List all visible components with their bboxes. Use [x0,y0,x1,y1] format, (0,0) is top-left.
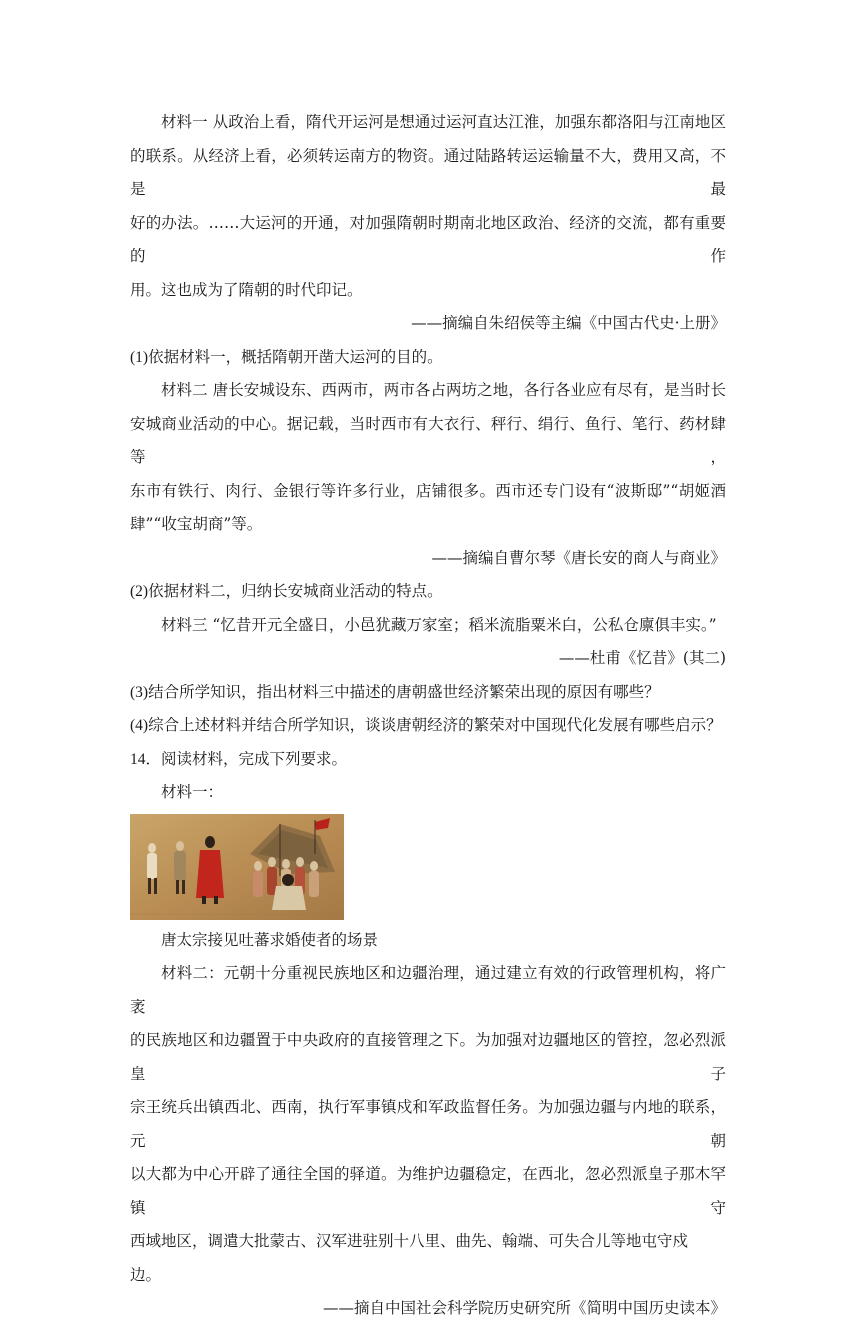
painting-image [130,814,344,920]
material-2 [130,374,726,575]
material-2-line: 东市有铁行、肉行、金银行等许多行业，店铺很多。西市还专门设有“波斯邸”“胡姬酒 [130,481,726,500]
question-3: (3)结合所学知识，指出材料三中描述的唐朝盛世经济繁荣出现的原因有哪些？ [130,683,660,701]
material-14-2 [130,957,726,1326]
question-2: (2)依据材料二，归纳长安城商业活动的特点。 [130,583,443,600]
material-14-1-label: 材料一： [161,784,224,801]
question-14: 14．阅读材料，完成下列要求。 [130,750,348,768]
material-14-2-line: 以大都为中心开辟了通往全国的驿道。为维护边疆稳定，在西北，忽必烈派皇子那木罕镇守 [130,1165,726,1217]
material-2-line: 肆”“收宝胡商”等。 [130,515,263,533]
material-2-source: ——摘编自曹尔琴《唐长安的商人与商业》 [431,548,726,567]
material-2-line: 安城商业活动的中心。据记载，当时西市有大衣行、秤行、绢行、鱼行、笔行、药材肆等， [130,414,726,466]
exam-page [130,106,726,1326]
question-1: (1)依据材料一，概括隋朝开凿大运河的目的。 [130,348,443,366]
material-14-2-line: 边。 [130,1265,162,1284]
material-1 [130,106,726,341]
material-3-text: 材料三 “忆昔开元全盛日，小邑犹藏万家室；稻米流脂粟米白，公私仓廪俱丰实。” [161,615,717,634]
material-14-2-line: 的民族地区和边疆置于中央政府的直接管理之下。为加强对边疆地区的管控，忽必烈派皇子 [130,1031,726,1083]
material-14-2-line: 材料二：元朝十分重视民族地区和边疆治理，通过建立有效的行政管理机构，将广袤 [130,964,726,1016]
painting-caption: 唐太宗接见吐蕃求婚使者的场景 [161,931,379,949]
material-1-line: 用。这也成为了隋朝的时代印记。 [130,280,363,299]
material-3-source: ——杜甫《忆昔》(其二) [558,649,726,667]
material-14-2-line: 西域地区，调遣大批蒙古、汉军进驻别十八里、曲先、翰端、可失合儿等地屯守戍 [130,1232,689,1250]
material-1-line: 好的办法。……大运河的开通，对加强隋朝时期南北地区政治、经济的交流，都有重要的作 [130,213,726,265]
material-1-line: 的联系。从经济上看，必须转运南方的物资。通过陆路转运运输量不大，费用又高，不是最 [130,146,726,198]
material-14-2-line: 宗王统兵出镇西北、西南，执行军事镇戍和军政监督任务。为加强边疆与内地的联系，元朝 [130,1098,726,1150]
question-4: (4)综合上述材料并结合所学知识，谈谈唐朝经济的繁荣对中国现代化发展有哪些启示？ [130,717,722,734]
material-14-2-source: ——摘自中国社会科学院历史研究所《简明中国历史读本》 [322,1299,726,1317]
material-2-line: 材料二 唐长安城设东、西两市，两市各占两坊之地，各行各业应有尽有，是当时长 [161,381,726,399]
material-1-line: 材料一 从政治上看，隋代开运河是想通过运河直达江淮，加强东都洛阳与江南地区 [161,113,726,131]
material-1-source: ——摘编自朱绍侯等主编《中国古代史·上册》 [411,314,726,332]
material-3 [130,609,726,676]
